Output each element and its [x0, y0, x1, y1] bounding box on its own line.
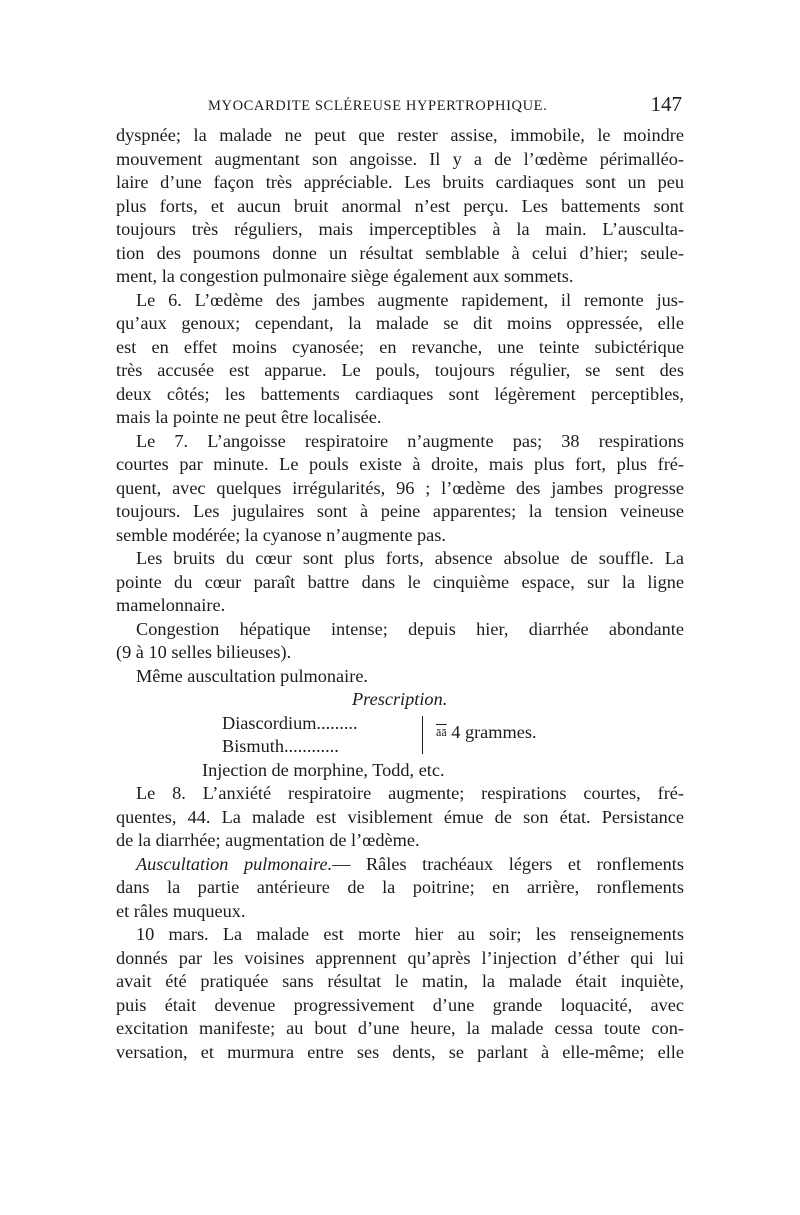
text-line: mais la pointe ne peut être localisée. — [116, 407, 382, 427]
text-line: donnés par les voisines apprennent qu’après l’injection d’éther qui lui — [116, 947, 684, 968]
text-line: toujours très réguliers, mais imperceptibles à la main. L’ausculta- — [116, 219, 684, 239]
text-line: plus forts, et aucun bruit anormal n’est perçu. Les battements sont — [116, 195, 684, 216]
text-line: quentes, 44. La malade est visiblement émue de son état. Persistance — [116, 806, 684, 827]
prescription-item: Bismuth............ — [222, 736, 339, 756]
prescription-brace — [422, 716, 429, 754]
running-title: MYOCARDITE SCLÉREUSE HYPERTROPHIQUE. — [208, 98, 548, 114]
auscultation-label: Auscultation pulmonaire. — [136, 853, 333, 874]
text-line: Même auscultation pulmonaire. — [136, 665, 369, 686]
text-line: qu’aux genoux; cependant, la malade se dit moins oppressée, elle — [116, 313, 684, 333]
prescription-injection: Injection de morphine, Todd, etc. — [202, 759, 445, 780]
text-line: excitation manifeste; au bout d’une heure, la malade cessa toute con- — [116, 1018, 684, 1038]
text-line: courtes par minute. Le pouls existe à droite, mais plus fort, plus fré- — [116, 454, 684, 474]
text-line: Congestion hépatique intense; depuis hier, diarrhée abondante — [136, 618, 684, 639]
text-line: (9 à 10 selles bilieuses). — [116, 642, 292, 662]
dose-amount: 4 grammes. — [451, 721, 537, 742]
dose-prefix: $\overline{āā}$ — [436, 724, 447, 739]
text-line: pointe du cœur paraît battre dans le cinquième espace, sur la ligne — [116, 571, 684, 592]
text-line: 10 mars. La malade est morte hier au soir; les renseignements — [136, 924, 684, 944]
text-line: et râles muqueux. — [116, 900, 246, 921]
text-line: mamelonnaire. — [116, 595, 226, 615]
text-line: de la diarrhée; augmentation de l’œdème. — [116, 830, 420, 850]
text-line: versation, et murmura entre ses dents, se parlant à elle-même; elle — [116, 1041, 684, 1062]
auscultation-text: — Râles trachéaux légers et ronflements — [332, 853, 684, 874]
text-line: mouvement augmentant son angoisse. Il y a de l’œdème périmalléo- — [116, 148, 684, 169]
text-line: toujours. Les jugulaires sont à peine apparentes; la tension veineuse — [116, 501, 684, 521]
page-number: 147 — [650, 92, 682, 116]
text-line: Le 7. L’angoisse respiratoire n’augmente pas; 38 respirations — [136, 430, 684, 451]
text-line: très accusée est apparue. Le pouls, toujours régulier, se sent des — [116, 360, 684, 380]
text-line: dyspnée; la malade ne peut que rester assise, immobile, le moindre — [116, 125, 684, 145]
prescription-title: Prescription. — [352, 689, 448, 709]
text-line: est en effet moins cyanosée; en revanche, une teinte subictérique — [116, 336, 684, 357]
text-line: puis était devenue progressivement d’une grande loquacité, avec — [116, 994, 684, 1015]
text-line: semble modérée; la cyanose n’augmente pas. — [116, 524, 446, 545]
text-line: quent, avec quelques irrégularités, 96 ; l’œdème des jambes progresse — [116, 477, 684, 498]
text-line: ment, la congestion pulmonaire siège également aux sommets. — [116, 266, 574, 286]
text-line: dans la partie antérieure de la poitrine; en arrière, ronflements — [116, 877, 684, 897]
body-text — [116, 124, 684, 1064]
text-line: laire d’une façon très appréciable. Les bruits cardiaques sont un peu — [116, 172, 684, 192]
prescription-block — [116, 712, 684, 759]
text-line: avait été pratiquée sans résultat le matin, la malade était inquiète, — [116, 971, 684, 991]
text-line: Le 6. L’œdème des jambes augmente rapidement, il remonte jus- — [136, 289, 684, 310]
prescription-dose — [436, 722, 537, 743]
prescription-item: Diascordium......... — [222, 712, 358, 733]
text-line: deux côtés; les battements cardiaques sont légèrement perceptibles, — [116, 383, 684, 404]
auscultation-line — [116, 853, 684, 877]
text-line: Le 8. L’anxiété respiratoire augmente; respirations courtes, fré- — [136, 783, 684, 803]
book-page — [116, 90, 684, 1064]
page-header — [116, 90, 684, 124]
text-line: tion des poumons donne un résultat semblable à celui d’hier; seule- — [116, 242, 684, 263]
text-line: Les bruits du cœur sont plus forts, absence absolue de souffle. La — [136, 548, 684, 568]
